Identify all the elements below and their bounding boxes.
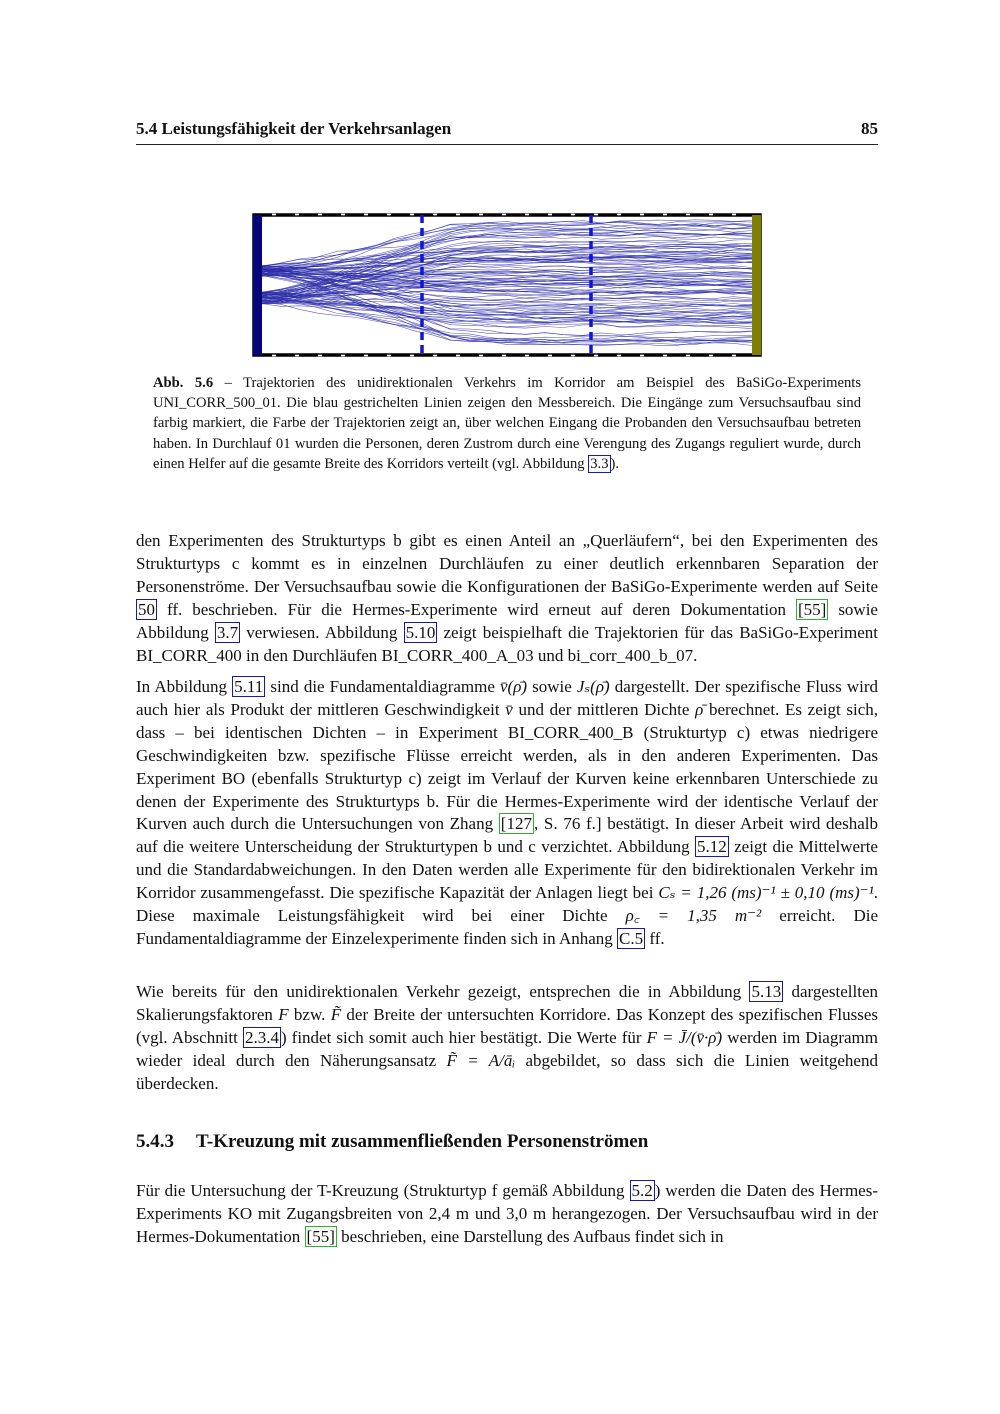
text: verwiesen. Abbildung <box>240 622 404 642</box>
paragraph-1 <box>136 530 878 667</box>
ref-figure-5-12[interactable]: 5.12 <box>697 837 727 857</box>
text: In Abbildung <box>136 677 233 696</box>
ref-figure-5-11[interactable]: 5.11 <box>234 677 264 696</box>
text: ff. beschrieben. Für die Hermes-Experimente wird erneut auf deren Dokumentation <box>157 599 797 619</box>
ref-figure-5-2[interactable]: 5.2 <box>631 1181 653 1200</box>
section-heading <box>136 1131 648 1153</box>
ref-appendix-c-5[interactable]: C.5 <box>619 928 644 948</box>
text: ff. <box>645 928 665 948</box>
page-number: 85 <box>861 119 878 138</box>
trajectory-plot <box>250 210 765 360</box>
math-rho: ρ̄ <box>695 699 704 719</box>
text: ) werden die Daten des Hermes-Experiments KO mit Zugangsbreiten von 2,4 m und 3,0 m herangezogen. Der Versuchsaufbau wird in der Hermes-Dokumentation <box>136 1181 878 1246</box>
math-f-formula: F = J̄/(v̄·ρ̄) <box>646 1027 723 1047</box>
exit-right-marker <box>752 215 761 355</box>
text: werden im Diagramm wieder ideal durch den Näherungsansatz <box>136 1027 878 1070</box>
text: zeigt die Mittelwerte und die Standardabweichungen. In den Daten werden alle Experimente für den bidirektionalen Verkehr im Korridor zusammengefasst. Die spezifische Kapazität der Anlagen liegt bei <box>136 837 878 903</box>
text: . Diese maximale Leistungsfähigkeit wird bei einer Dichte <box>136 883 878 926</box>
cite-127[interactable]: [127 <box>500 814 532 834</box>
math-v: v̄ <box>505 699 513 719</box>
text: sind die Fundamentaldiagramme <box>265 677 501 696</box>
trajectory-lines <box>262 220 752 346</box>
text: der Breite der untersuchten Korridore. Das Konzept des spezifischen Flusses (vgl. Abschnitt <box>136 1004 879 1047</box>
text: sowie Abbildung <box>136 599 878 642</box>
text: abgebildet, so dass sich die Linien weitgehend überdecken. <box>136 1050 878 1093</box>
text: , S. 76 f.] bestätigt. In dieser Arbeit wird deshalb auf die weitere Unterscheidung der Strukturtypen b und c verzichtet. Abbildung <box>136 814 878 857</box>
section-title: T-Kreuzung mit zusammenfließenden Personenströmen <box>196 1131 649 1152</box>
math-v-rho: v̄(ρ̄) <box>500 677 528 696</box>
figure-trajectories <box>250 210 765 360</box>
math-js-rho: Jₛ(ρ̄) <box>576 677 610 696</box>
text: Für die Untersuchung der T-Kreuzung (Strukturtyp f gemäß Abbildung <box>136 1181 630 1200</box>
ref-figure-5-13[interactable]: 5.13 <box>751 982 782 1001</box>
ref-figure-3-7[interactable]: 3.7 <box>216 622 239 642</box>
text: erreicht. Die Fundamentaldiagramme der Einzelexperimente finden sich in Anhang <box>136 906 878 948</box>
text: berechnet. Es zeigt sich, dass – bei identischen Dichten – in Experiment BI_CORR_400_B (Strukturtyp c) etwas niedrigere Geschwindigkeiten bzw. spezifische Flüsse erreicht werden, als in den anderen Experimenten. Das Experiment BO (ebenfalls Strukturtyp c) zeigt im Verlauf der Kurven keine erkennbaren Unterschiede zu denen der Experimente des Strukturtyps b. Für die Hermes-Experimente wird der identische Verlauf der Kurven auch durch die Untersuchungen von Zhang <box>136 699 878 834</box>
text: und der mittleren Dichte <box>512 699 696 719</box>
cite-55[interactable]: [55] <box>798 599 827 619</box>
text: den Experimenten des Strukturtyps b gibt es einen Anteil an „Querläufern“, bei den Experimenten des Strukturtyps c kommt es in einzelnen Durchläufen zu einer deutlich erkennbaren Separation der Personenströme. Der Versuchsaufbau sowie die Konfigurationen der BaSiGo-Experimente werden auf Seite <box>136 531 878 596</box>
ref-section-2-3-4[interactable]: 2.3.4 <box>244 1027 279 1047</box>
math-f: F <box>278 1004 289 1024</box>
header-title: 5.4 Leistungsfähigkeit der Verkehrsanlagen <box>136 119 452 138</box>
text: ) findet sich somit auch hier bestätigt. Die Werte für <box>280 1027 647 1047</box>
cite-55[interactable]: [55] <box>306 1226 335 1246</box>
paragraph-4 <box>136 1180 878 1249</box>
ref-figure-3-3[interactable]: 3.3 <box>590 455 609 472</box>
entrance-left-marker <box>253 215 262 355</box>
running-header <box>136 119 878 145</box>
caption-text: – Trajektorien des unidirektionalen Verkehrs im Korridor am Beispiel des BaSiGo-Experiments UNI_CORR_500_01. Die blau gestrichelten Linien zeigen den Messbereich. Die Eingänge zum Versuchsaufbau sind farbig markiert, die Farbe der Trajektorien zeigt an, über welchen Eingang die Probanden den Versuchsaufbau betreten haben. In Durchlauf 01 wurden die Personen, deren Zustrom durch eine Verengung des Zugangs reguliert wurde, durch einen Helfer auf die gesamte Breite des Korridors verteilt (vgl. Abbildung <box>153 375 862 472</box>
section-number: 5.4.3 <box>136 1131 174 1152</box>
math-density: ρ꜀ = 1,35 m⁻² <box>625 906 762 926</box>
trajectory-line <box>262 295 752 306</box>
text: dargestellten Skalierungsfaktoren <box>136 982 878 1024</box>
ref-figure-5-10[interactable]: 5.10 <box>405 622 436 642</box>
figure-caption <box>153 373 861 474</box>
math-capacity: Cₛ = 1,26 (ms)⁻¹ ± 0,10 (ms)⁻¹ <box>658 883 874 903</box>
text: sowie <box>527 677 577 696</box>
paragraph-3 <box>136 981 878 1096</box>
text: Wie bereits für den unidirektionalen Verkehr gezeigt, entsprechen die in Abbildung <box>136 982 750 1001</box>
caption-text-end: ). <box>610 455 620 472</box>
text: zeigt beispielhaft die Trajektorien für das BaSiGo-Experiment BI_CORR_400 in den Durchläufen BI_CORR_400_A_03 und bi_corr_400_b_07. <box>136 622 878 665</box>
caption-label: Abb. 5.6 <box>153 375 214 391</box>
text: beschrieben, eine Darstellung des Aufbaus findet sich in <box>336 1226 724 1246</box>
text: bzw. <box>288 1004 331 1024</box>
paragraph-2 <box>136 676 878 951</box>
math-f-tilde: F̃ <box>330 1004 342 1024</box>
math-f-approx: F̃ = A/āᵢ <box>446 1050 516 1070</box>
text: dargestellt. Der spezifische Fluss wird auch hier als Produkt der mittleren Geschwindigkeit <box>136 677 878 719</box>
ref-page-50[interactable]: 50 <box>138 599 155 619</box>
